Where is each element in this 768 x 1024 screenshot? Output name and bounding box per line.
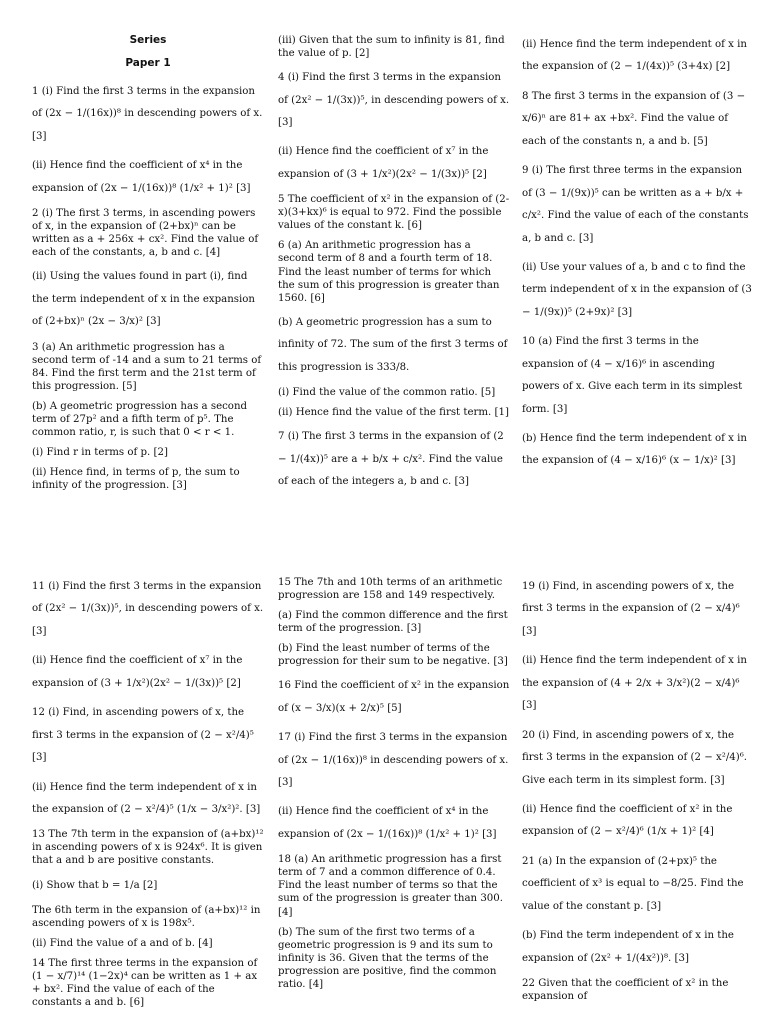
question-22: 22 Given that the coefficient of x² in the expansion of bbox=[522, 978, 729, 1003]
question-7i: 7 (i) The first 3 terms in the expansion of (2 − 1/(4x))⁵ are a + b/x + c/x². Find the value of each of the integers a, b and c. [3] bbox=[278, 431, 504, 487]
question-12i: 12 (i) Find, in ascending powers of x, the first 3 terms in the expansion of (2 − x²/4)⁵ [3] bbox=[32, 707, 254, 764]
question-2i: 2 (i) The first 3 terms, in ascending powers of x, in the expansion of (2+bx)ⁿ can be written as a + 256x + cx². Find the value of each of the constants, a, b and c. [4] bbox=[32, 208, 259, 259]
question-20ii: (ii) Hence find the coefficient of x² in the expansion of (2 − x²/4)⁶ (1/x + 1)² [4] bbox=[522, 803, 733, 838]
question-3b: (b) A geometric progression has a second term of 27p² and a fifth term of p⁵. The common ratio, r, is such that 0 < r < 1. bbox=[32, 400, 248, 438]
question-9i: 9 (i) The first three terms in the expansion of (3 − 1/(9x))⁵ can be written as a + b/x + c/x². Find the value of each of the constants a, b and c. [3] bbox=[522, 165, 749, 244]
question-13: 13 The 7th term in the expansion of (a+bx)¹² in ascending powers of x is 924x⁶. It is given that a and b are positive constants. bbox=[32, 829, 264, 867]
column-1-top bbox=[32, 34, 264, 524]
column-1-bottom bbox=[32, 576, 264, 1016]
question-14: 14 The first three terms in the expansion of (1 − x/7)¹⁴ (1−2x)⁴ can be written as 1 + ax + bx². Find the value of each of the constants a and b. [6] bbox=[32, 958, 258, 1009]
question-21a: 21 (a) In the expansion of (2+px)⁵ the coefficient of x³ is equal to −8/25. Find the value of the constant p. [3] bbox=[522, 855, 744, 912]
column-2-bottom bbox=[278, 576, 510, 1016]
question-6bii: (ii) Hence find the value of the first term. [1] bbox=[278, 407, 509, 419]
question-19i: 19 (i) Find, in ascending powers of x, the first 3 terms in the expansion of (2 − x/4)⁶ [3] bbox=[522, 581, 740, 637]
question-10b: (b) Hence find the term independent of x in the expansion of (4 − x/16)⁶ (x − 1/x)² [3] bbox=[522, 433, 747, 467]
question-3a: 3 (a) An arithmetic progression has a second term of -14 and a sum to 21 terms of 84. Find the first term and the 21st term of this progression. [5] bbox=[32, 341, 262, 392]
question-11ii: (ii) Hence find the coefficient of x⁷ in the expansion of (3 + 1/x²)(2x² − 1/(3x))⁵ [2] bbox=[32, 655, 243, 689]
question-15: 15 The 7th and 10th terms of an arithmetic progression are 158 and 149 respectively. bbox=[278, 577, 503, 602]
question-6b: (b) A geometric progression has a sum to infinity of 72. The sum of the first 3 terms of this progression is 333/8. bbox=[278, 316, 508, 373]
question-3biii: (iii) Given that the sum to infinity is 81, find the value of p. [2] bbox=[278, 35, 505, 60]
question-5: 5 The coefficient of x² in the expansion of (2-x)(3+kx)⁶ is equal to 972. Find the possible values of the constant k. [6] bbox=[278, 194, 510, 232]
question-1ii: (ii) Hence find the coefficient of x⁴ in the expansion of (2x − 1/(16x))⁸ (1/x² + 1)² [3] bbox=[32, 160, 251, 194]
question-18b: (b) The sum of the first two terms of a geometric progression is 9 and its sum to infinity is 36. Given that the terms of the progression are positive, find the common ratio. [4] bbox=[278, 926, 497, 990]
question-15b: (b) Find the least number of terms of the progression for their sum to be negative. [3] bbox=[278, 643, 508, 668]
question-6a: 6 (a) An arithmetic progression has a second term of 8 and a fourth term of 18. Find the least number of terms for which the sum of this progression is greater than 1560. [6] bbox=[278, 240, 500, 304]
question-20i: 20 (i) Find, in ascending powers of x, the first 3 terms in the expansion of (2 − x²/4)⁶. Give each term in its simplest form. [3] bbox=[522, 729, 748, 786]
question-11i: 11 (i) Find the first 3 terms in the expansion of (2x² − 1/(3x))⁵, in descending powers of x. [3] bbox=[32, 581, 264, 637]
question-21b: (b) Find the term independent of x in the expansion of (2x² + 1/(4x²))⁸. [3] bbox=[522, 930, 734, 964]
question-9ii: (ii) Use your values of a, b and c to find the term independent of x in the expansion of (3 − 1/(9x))⁵ (2+9x)² [3] bbox=[522, 261, 752, 318]
doc-title: Series bbox=[129, 34, 167, 46]
question-6bi: (i) Find the value of the common ratio. [5] bbox=[278, 386, 496, 398]
question-17ii: (ii) Hence find the coefficient of x⁴ in the expansion of (2x − 1/(16x))⁸ (1/x² + 1)² [3] bbox=[278, 806, 497, 840]
question-4ii: (ii) Hence find the coefficient of x⁷ in the expansion of (3 + 1/x²)(2x² − 1/(3x))⁵ [2] bbox=[278, 146, 489, 180]
column-3-bottom bbox=[522, 576, 754, 1016]
question-13-stem-2: The 6th term in the expansion of (a+bx)¹² in ascending powers of x is 198x⁵. bbox=[32, 904, 261, 929]
column-3-top bbox=[522, 34, 754, 524]
question-12ii: (ii) Hence find the term independent of x in the expansion of (2 − x²/4)⁵ (1/x − 3/x²)². [3] bbox=[32, 781, 261, 815]
question-13i: (i) Show that b = 1/a [2] bbox=[32, 879, 158, 891]
doc-subtitle: Paper 1 bbox=[125, 57, 171, 70]
question-16: 16 Find the coefficient of x² in the expansion of (x − 3/x)(x + 2/x)⁵ [5] bbox=[278, 680, 510, 714]
question-3bi: (i) Find r in terms of p. [2] bbox=[32, 446, 168, 458]
column-2-top bbox=[278, 34, 510, 524]
question-17i: 17 (i) Find the first 3 terms in the expansion of (2x − 1/(16x))⁸ in descending powers of x. [3] bbox=[278, 732, 509, 789]
question-3bii: (ii) Hence find, in terms of p, the sum to infinity of the progression. [3] bbox=[32, 466, 240, 491]
question-4i: 4 (i) Find the first 3 terms in the expansion of (2x² − 1/(3x))⁵, in descending powers of x. [3] bbox=[278, 72, 510, 128]
question-10a: 10 (a) Find the first 3 terms in the expansion of (4 − x/16)⁶ in ascending powers of x. Give each term in its simplest form. [3] bbox=[522, 336, 743, 415]
question-8: 8 The first 3 terms in the expansion of (3 − x/6)ⁿ are 81+ ax +bx². Find the value of each of the constants n, a and b. [5] bbox=[522, 90, 746, 147]
question-18a: 18 (a) An arithmetic progression has a first term of 7 and a common difference of 0.4. Find the least number of terms so that the sum of the progression is greater than 300. [4] bbox=[278, 854, 504, 918]
question-15a: (a) Find the common difference and the first term of the progression. [3] bbox=[278, 610, 508, 635]
question-19ii: (ii) Hence find the term independent of x in the expansion of (4 + 2/x + 3/x²)(2 − x/4)⁶ [3] bbox=[522, 655, 747, 712]
question-2ii: (ii) Using the values found in part (i), find the term independent of x in the expansion of (2+bx)ⁿ (2x − 3/x)² [3] bbox=[32, 271, 255, 328]
question-7ii: (ii) Hence find the term independent of x in the expansion of (2 − 1/(4x))⁵ (3+4x) [2] bbox=[522, 39, 747, 73]
question-13ii: (ii) Find the value of a and of b. [4] bbox=[32, 938, 213, 950]
question-1i: 1 (i) Find the first 3 terms in the expansion of (2x − 1/(16x))⁸ in descending powers of x. [3] bbox=[32, 85, 263, 142]
